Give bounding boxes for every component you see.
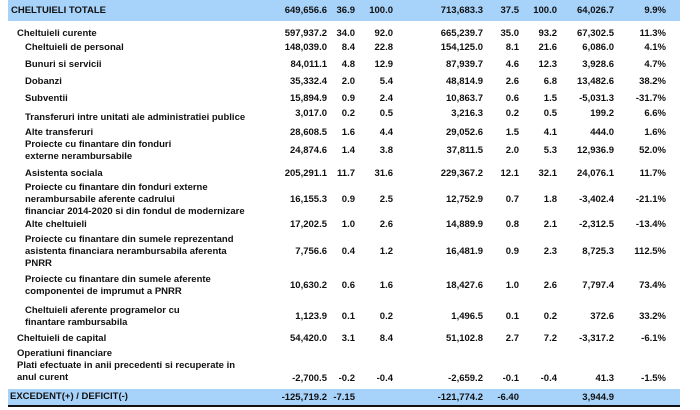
row-label: Subventii [25, 93, 68, 104]
cell: 0.2 [341, 108, 355, 119]
cell: -31.7% [635, 93, 666, 104]
cell: 12.1 [500, 168, 519, 179]
cell: 6.8 [543, 76, 557, 87]
cell: 0.8 [505, 219, 519, 230]
row-label: financiar 2014-2020 si din fondul de modernizare [25, 206, 245, 217]
row-label: Asistenta sociala [25, 168, 103, 179]
cell: 0.5 [379, 108, 393, 119]
total-expenditure-row [8, 0, 680, 21]
cell: -2,659.2 [448, 373, 483, 384]
cell: 6.6% [644, 108, 666, 119]
row-label: asistenta financiara nerambursabila aferenta [25, 246, 227, 257]
cell: -0.2 [338, 373, 355, 384]
cell: -0.4 [540, 373, 557, 384]
cell: 37,811.5 [446, 145, 483, 156]
cell: 154,125.0 [440, 42, 483, 53]
row-label: Proiecte cu finantare din sumele aferente [25, 274, 211, 285]
cell: 2.5 [379, 194, 393, 205]
cell: 0.1 [341, 311, 355, 322]
cell: -5,031.3 [579, 93, 614, 104]
cell: 0.9 [341, 93, 355, 104]
row-label: Bunuri si servicii [25, 59, 102, 70]
cell: 3.8 [379, 145, 393, 156]
cell: 12.3 [538, 59, 557, 70]
cell: -0.4 [376, 373, 393, 384]
cell: 48,814.9 [446, 76, 483, 87]
cell: 7,756.6 [295, 246, 327, 257]
cell: 3,216.3 [451, 108, 483, 119]
row-label: EXCEDENT(+) / DEFICIT(-) [10, 391, 128, 402]
cell: 35.0 [500, 28, 519, 39]
cell: 16,155.3 [290, 194, 327, 205]
row-label: nerambursabile aferente cadrului [25, 194, 175, 205]
cell: 597,937.2 [284, 28, 327, 39]
cell: 64,026.7 [577, 5, 614, 16]
cell: 0.6 [341, 280, 355, 291]
cell: 3.1 [341, 333, 355, 344]
row-label: externe nerambursabile [25, 151, 133, 162]
cell: 12,752.9 [446, 194, 483, 205]
cell: -21.1% [635, 194, 666, 205]
cell: 8.4 [379, 333, 393, 344]
cell: 205,291.1 [284, 168, 327, 179]
row-label: Cheltuieli aferente programelor cu [25, 305, 180, 316]
cell: 41.3 [595, 373, 614, 384]
cell: 0.4 [341, 246, 355, 257]
cell: 8,725.3 [582, 246, 614, 257]
cell: 6,086.0 [582, 42, 614, 53]
cell: 4.8 [341, 59, 355, 70]
cell: 0.9 [341, 194, 355, 205]
cell: 0.1 [505, 311, 519, 322]
cell: -2,312.5 [579, 219, 614, 230]
cell: 84,011.1 [290, 59, 327, 70]
cell: 11.7% [639, 168, 666, 179]
cell: 18,427.6 [446, 280, 483, 291]
cell: 24,874.6 [290, 145, 327, 156]
cell: 2.6 [505, 76, 519, 87]
cell: 112.5% [634, 246, 666, 257]
row-label: Alte transferuri [25, 127, 94, 138]
cell: 2.0 [505, 145, 519, 156]
cell: 24,076.1 [577, 168, 614, 179]
cell: 13,482.6 [577, 76, 614, 87]
cell: 199.2 [590, 108, 614, 119]
cell: 1.6 [379, 280, 393, 291]
cell: -2,700.5 [292, 373, 327, 384]
cell: 1.0 [341, 219, 355, 230]
row-label: Cheltuieli curente [17, 28, 97, 39]
cell: 0.6 [505, 93, 519, 104]
row-label: Proiecte cu finantare din fonduri externe [25, 182, 208, 193]
cell: 148,039.0 [284, 42, 327, 53]
row-label: Plati efectuate in anii precedenti si recuperate in [17, 360, 236, 371]
cell: 2.4 [379, 93, 393, 104]
cell: 4.4 [379, 127, 393, 138]
row-label: Operatiuni financiare [17, 348, 113, 359]
cell: 31.6 [374, 168, 393, 179]
cell: 21.6 [538, 42, 557, 53]
row-label: finantare rambursabila [25, 317, 128, 328]
cell: -13.4% [635, 219, 666, 230]
cell: 5.3 [543, 145, 557, 156]
row-label: Cheltuieli de capital [17, 333, 107, 344]
row-label: Proiecte cu finantare din fonduri [25, 139, 172, 150]
cell: 4.1% [644, 42, 666, 53]
cell: 229,367.2 [440, 168, 483, 179]
cell: 29,052.6 [446, 127, 483, 138]
surplus-deficit-row [8, 389, 680, 407]
cell: 15,894.9 [290, 93, 327, 104]
cell: 2.0 [341, 76, 355, 87]
cell: 1.8 [543, 194, 557, 205]
cell: 11.3% [639, 28, 666, 39]
cell: 28,608.5 [290, 127, 327, 138]
cell: 1,123.9 [295, 311, 327, 322]
cell: 51,102.8 [446, 333, 483, 344]
cell: 2.3 [543, 246, 557, 257]
cell: 649,656.6 [284, 5, 327, 16]
cell: 2.6 [543, 280, 557, 291]
cell: 73.4% [639, 280, 666, 291]
cell: 3,944.9 [582, 392, 614, 403]
row-label: Transferuri intre unitati ale administratiei publice [25, 112, 246, 123]
cell: 10,863.7 [446, 93, 483, 104]
cell: 1.2 [379, 246, 393, 257]
row-label: Cheltuieli de personal [25, 42, 124, 53]
cell: -3,317.2 [579, 333, 614, 344]
cell: 0.2 [505, 108, 519, 119]
cell: 4.1 [543, 127, 557, 138]
cell: 0.9 [505, 246, 519, 257]
row-label: Proiecte cu finantare din sumele reprezentand [25, 234, 234, 245]
cell: 100.0 [533, 5, 557, 16]
cell: 32.1 [538, 168, 557, 179]
cell: 2.1 [543, 219, 557, 230]
cell: 4.7% [644, 59, 666, 70]
cell: -0.1 [502, 373, 519, 384]
cell: 1.5 [543, 93, 557, 104]
cell: 4.6 [505, 59, 519, 70]
cell: 10,630.2 [290, 280, 327, 291]
cell: 16,481.9 [446, 246, 483, 257]
cell: 713,683.3 [440, 5, 483, 16]
cell: 372.6 [590, 311, 614, 322]
cell: 12,936.9 [577, 145, 614, 156]
cell: 2.7 [505, 333, 519, 344]
cell: 100.0 [369, 5, 393, 16]
cell: 34.0 [336, 28, 355, 39]
cell: 1,496.5 [451, 311, 483, 322]
cell: 0.5 [543, 108, 557, 119]
cell: 8.4 [341, 42, 355, 53]
cell: 1.0 [505, 280, 519, 291]
cell: 11.7 [337, 168, 355, 179]
cell: 93.2 [538, 28, 557, 39]
cell: 8.1 [505, 42, 519, 53]
cell: 444.0 [590, 127, 614, 138]
cell: 5.4 [379, 76, 393, 87]
cell: 7,797.4 [582, 280, 614, 291]
cell: 36.9 [336, 5, 355, 16]
cell: 7.2 [543, 333, 557, 344]
row-label: componentei de imprumut a PNRR [25, 286, 182, 297]
cell: 87,939.7 [446, 59, 483, 70]
cell: 1.5 [505, 127, 519, 138]
row-label: anul curent [17, 372, 69, 383]
cell: -125,719.2 [281, 392, 327, 403]
cell: 0.7 [505, 194, 519, 205]
cell: 33.2% [639, 311, 666, 322]
cell: 54,420.0 [290, 333, 327, 344]
cell: 12.9 [374, 59, 393, 70]
cell: 35,332.4 [290, 76, 327, 87]
row-label: Dobanzi [25, 76, 62, 87]
cell: 17,202.5 [290, 219, 327, 230]
cell: 0.2 [379, 311, 393, 322]
cell: 3,017.0 [295, 108, 327, 119]
cell: -6.40 [497, 392, 519, 403]
row-label: CHELTUIELI TOTALE [11, 5, 106, 16]
cell: 1.6 [341, 127, 355, 138]
cell: -1.5% [641, 373, 666, 384]
row-label: Alte cheltuieli [25, 219, 87, 230]
cell: 2.6 [379, 219, 393, 230]
cell: 665,239.7 [440, 28, 483, 39]
cell: 9.9% [644, 5, 666, 16]
cell: 67,302.5 [577, 28, 614, 39]
cell: 0.2 [543, 311, 557, 322]
cell: -7.15 [333, 392, 355, 403]
cell: 22.8 [374, 42, 393, 53]
cell: 52.0% [639, 145, 666, 156]
cell: 14,889.9 [446, 219, 483, 230]
cell: 1.4 [341, 145, 355, 156]
row-label: PNRR [25, 258, 52, 269]
cell: 37.5 [500, 5, 519, 16]
cell: 3,928.6 [582, 59, 614, 70]
cell: 38.2% [639, 76, 666, 87]
cell: 1.6% [644, 127, 666, 138]
cell: -121,774.2 [437, 392, 483, 403]
cell: -3,402.4 [579, 194, 614, 205]
cell: -6.1% [641, 333, 666, 344]
cell: 92.0 [374, 28, 393, 39]
